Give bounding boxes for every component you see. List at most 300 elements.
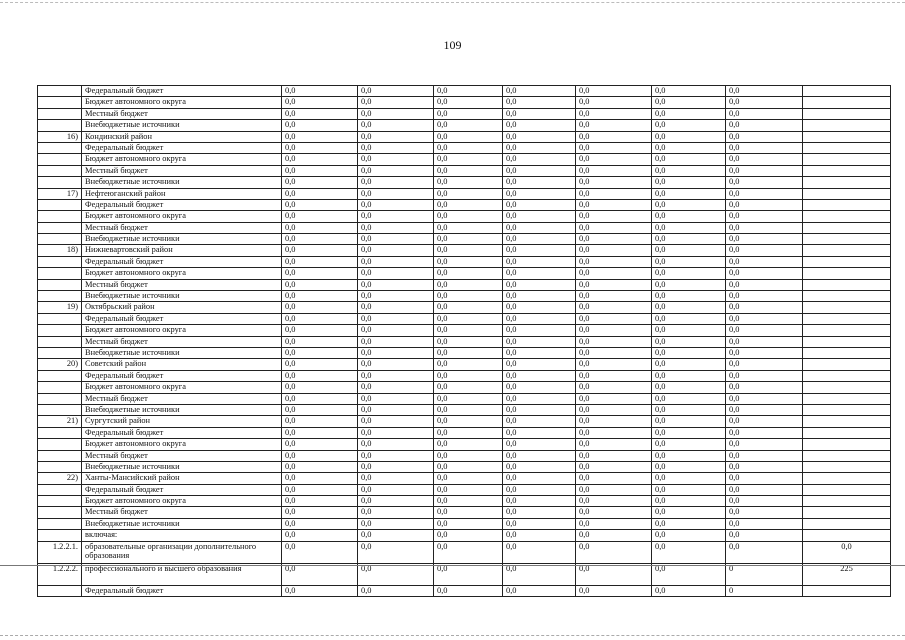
row-name-cell: Бюджет автономного округа: [82, 439, 282, 450]
row-name-cell: Федеральный бюджет: [82, 427, 282, 438]
value-cell: 0,0: [282, 530, 358, 541]
table-row: [38, 461, 891, 472]
row-code-cell: [38, 461, 82, 472]
value-cell: 0,0: [434, 222, 503, 233]
value-cell: 0,0: [652, 393, 726, 404]
row-name-cell: включая:: [82, 530, 282, 541]
value-cell: 0,0: [652, 120, 726, 131]
table-row: [38, 518, 891, 529]
value-cell: 0,0: [503, 404, 576, 415]
value-cell: 0,0: [358, 142, 434, 153]
value-cell: 0,0: [434, 313, 503, 324]
row-name-cell: Внебюджетные источники: [82, 404, 282, 415]
value-cell: 0,0: [576, 291, 652, 302]
table-row: [38, 256, 891, 267]
value-cell: 0,0: [434, 279, 503, 290]
extra-value-cell: [803, 245, 891, 256]
table-row: [38, 336, 891, 347]
value-cell: 0,0: [726, 336, 803, 347]
value-cell: 0,0: [434, 450, 503, 461]
table-row: [38, 165, 891, 176]
value-cell: 0,0: [434, 563, 503, 585]
value-cell: 0,0: [726, 416, 803, 427]
row-name-cell: Бюджет автономного округа: [82, 268, 282, 279]
table-row: [38, 234, 891, 245]
row-code-cell: 18): [38, 245, 82, 256]
value-cell: 0,0: [282, 97, 358, 108]
value-cell: 0,0: [726, 222, 803, 233]
value-cell: 0,0: [358, 347, 434, 358]
row-code-cell: [38, 393, 82, 404]
row-code-cell: [38, 177, 82, 188]
value-cell: 0,0: [652, 313, 726, 324]
row-name-cell: Местный бюджет: [82, 507, 282, 518]
value-cell: 0,0: [576, 256, 652, 267]
row-name-cell: Федеральный бюджет: [82, 313, 282, 324]
value-cell: 0,0: [726, 541, 803, 563]
value-cell: 0,0: [503, 325, 576, 336]
value-cell: 0,0: [358, 416, 434, 427]
value-cell: 0,0: [652, 518, 726, 529]
value-cell: 0,0: [282, 336, 358, 347]
row-name-cell: Федеральный бюджет: [82, 142, 282, 153]
table-row: [38, 268, 891, 279]
value-cell: 0,0: [726, 188, 803, 199]
row-code-cell: [38, 165, 82, 176]
budget-table-body: [38, 86, 891, 597]
value-cell: 0,0: [503, 86, 576, 97]
row-name-cell: Нижневартовский район: [82, 245, 282, 256]
value-cell: 0,0: [652, 461, 726, 472]
value-cell: 0,0: [503, 279, 576, 290]
row-name-cell: Местный бюджет: [82, 279, 282, 290]
row-code-cell: [38, 313, 82, 324]
value-cell: 0,0: [503, 507, 576, 518]
value-cell: 0,0: [434, 347, 503, 358]
value-cell: 0,0: [503, 518, 576, 529]
value-cell: 0,0: [282, 302, 358, 313]
row-code-cell: [38, 404, 82, 415]
value-cell: 0,0: [652, 473, 726, 484]
value-cell: 0,0: [358, 496, 434, 507]
value-cell: 0,0: [576, 177, 652, 188]
value-cell: 0,0: [282, 142, 358, 153]
value-cell: 0,0: [282, 416, 358, 427]
value-cell: 0,0: [576, 268, 652, 279]
row-name-cell: образовательные организации дополнительного образования: [82, 541, 282, 563]
value-cell: 0,0: [576, 245, 652, 256]
extra-value-cell: [803, 461, 891, 472]
row-name-cell: Сургутский район: [82, 416, 282, 427]
value-cell: 0,0: [434, 541, 503, 563]
value-cell: 0,0: [652, 199, 726, 210]
row-name-cell: Федеральный бюджет: [82, 484, 282, 495]
value-cell: 0,0: [503, 336, 576, 347]
value-cell: 0,0: [434, 359, 503, 370]
value-cell: 0,0: [576, 370, 652, 381]
value-cell: 0,0: [358, 473, 434, 484]
row-code-cell: [38, 507, 82, 518]
value-cell: 0,0: [576, 302, 652, 313]
table-row: [38, 473, 891, 484]
value-cell: 0,0: [282, 245, 358, 256]
extra-value-cell: 225: [803, 563, 891, 585]
value-cell: 0,0: [576, 427, 652, 438]
value-cell: 0,0: [434, 131, 503, 142]
value-cell: 0,0: [576, 336, 652, 347]
value-cell: 0,0: [576, 563, 652, 585]
extra-value-cell: [803, 256, 891, 267]
extra-value-cell: [803, 359, 891, 370]
value-cell: 0,0: [576, 507, 652, 518]
budget-table: [37, 85, 891, 597]
value-cell: 0,0: [726, 404, 803, 415]
value-cell: 0,0: [576, 496, 652, 507]
value-cell: 0,0: [576, 142, 652, 153]
value-cell: 0,0: [282, 507, 358, 518]
value-cell: 0,0: [726, 530, 803, 541]
table-row: [38, 131, 891, 142]
value-cell: 0,0: [726, 199, 803, 210]
row-code-cell: [38, 120, 82, 131]
row-code-cell: [38, 268, 82, 279]
value-cell: 0,0: [652, 439, 726, 450]
value-cell: 0,0: [503, 427, 576, 438]
row-code-cell: [38, 427, 82, 438]
value-cell: 0,0: [434, 484, 503, 495]
value-cell: 0,0: [282, 131, 358, 142]
value-cell: 0,0: [503, 97, 576, 108]
value-cell: 0,0: [576, 585, 652, 596]
row-code-cell: [38, 347, 82, 358]
extra-value-cell: [803, 507, 891, 518]
value-cell: 0,0: [282, 279, 358, 290]
value-cell: 0,0: [282, 222, 358, 233]
row-name-cell: Местный бюджет: [82, 336, 282, 347]
value-cell: 0,0: [358, 154, 434, 165]
value-cell: 0,0: [503, 439, 576, 450]
value-cell: 0,0: [282, 518, 358, 529]
value-cell: 0,0: [576, 97, 652, 108]
value-cell: 0,0: [434, 427, 503, 438]
value-cell: 0,0: [576, 382, 652, 393]
extra-value-cell: [803, 234, 891, 245]
value-cell: 0,0: [652, 131, 726, 142]
table-row: [38, 393, 891, 404]
value-cell: 0,0: [576, 439, 652, 450]
row-code-cell: [38, 256, 82, 267]
row-name-cell: Федеральный бюджет: [82, 86, 282, 97]
extra-value-cell: [803, 325, 891, 336]
value-cell: 0,0: [503, 450, 576, 461]
table-row: [38, 97, 891, 108]
value-cell: 0,0: [503, 461, 576, 472]
value-cell: 0,0: [576, 131, 652, 142]
value-cell: 0,0: [282, 165, 358, 176]
row-code-cell: [38, 370, 82, 381]
row-name-cell: Внебюджетные источники: [82, 291, 282, 302]
value-cell: 0,0: [652, 530, 726, 541]
value-cell: 0,0: [576, 393, 652, 404]
value-cell: 0,0: [434, 268, 503, 279]
row-code-cell: 1.2.2.1.: [38, 541, 82, 563]
value-cell: 0,0: [726, 245, 803, 256]
extra-value-cell: [803, 382, 891, 393]
table-row: [38, 245, 891, 256]
value-cell: 0,0: [726, 359, 803, 370]
row-name-cell: Местный бюджет: [82, 108, 282, 119]
value-cell: 0,0: [503, 222, 576, 233]
row-code-cell: 1.2.2.2.: [38, 563, 82, 585]
value-cell: 0,0: [576, 404, 652, 415]
row-code-cell: [38, 336, 82, 347]
row-code-cell: 21): [38, 416, 82, 427]
value-cell: 0,0: [358, 585, 434, 596]
value-cell: 0,0: [503, 313, 576, 324]
value-cell: 0,0: [576, 279, 652, 290]
extra-value-cell: [803, 496, 891, 507]
value-cell: 0,0: [282, 234, 358, 245]
value-cell: 0,0: [652, 97, 726, 108]
value-cell: 0,0: [358, 120, 434, 131]
value-cell: 0,0: [726, 131, 803, 142]
row-name-cell: Федеральный бюджет: [82, 256, 282, 267]
value-cell: 0,0: [358, 530, 434, 541]
value-cell: 0,0: [434, 585, 503, 596]
value-cell: 0,0: [726, 370, 803, 381]
value-cell: 0,0: [726, 461, 803, 472]
extra-value-cell: [803, 291, 891, 302]
value-cell: 0,0: [282, 461, 358, 472]
value-cell: 0,0: [652, 245, 726, 256]
value-cell: 0,0: [358, 325, 434, 336]
value-cell: 0,0: [358, 563, 434, 585]
value-cell: 0,0: [503, 496, 576, 507]
extra-value-cell: [803, 165, 891, 176]
value-cell: 0,0: [726, 382, 803, 393]
value-cell: 0,0: [726, 211, 803, 222]
extra-value-cell: [803, 313, 891, 324]
value-cell: 0,0: [434, 108, 503, 119]
value-cell: 0,0: [282, 382, 358, 393]
value-cell: 0,0: [434, 86, 503, 97]
row-code-cell: [38, 496, 82, 507]
value-cell: 0: [726, 585, 803, 596]
table-row: [38, 439, 891, 450]
row-code-cell: [38, 585, 82, 596]
row-code-cell: [38, 211, 82, 222]
value-cell: 0,0: [503, 563, 576, 585]
value-cell: 0,0: [576, 541, 652, 563]
value-cell: 0,0: [358, 188, 434, 199]
value-cell: 0,0: [726, 427, 803, 438]
table-row: [38, 108, 891, 119]
value-cell: 0,0: [282, 347, 358, 358]
row-code-cell: [38, 518, 82, 529]
table-row: [38, 188, 891, 199]
row-code-cell: 20): [38, 359, 82, 370]
extra-value-cell: [803, 268, 891, 279]
value-cell: 0,0: [503, 585, 576, 596]
value-cell: 0,0: [434, 245, 503, 256]
value-cell: 0,0: [726, 302, 803, 313]
value-cell: 0,0: [358, 382, 434, 393]
value-cell: 0,0: [282, 439, 358, 450]
value-cell: 0,0: [652, 347, 726, 358]
extra-value-cell: [803, 154, 891, 165]
extra-value-cell: [803, 302, 891, 313]
value-cell: 0,0: [652, 427, 726, 438]
extra-value-cell: [803, 211, 891, 222]
extra-value-cell: [803, 97, 891, 108]
value-cell: 0,0: [434, 439, 503, 450]
row-code-cell: [38, 439, 82, 450]
value-cell: 0,0: [358, 393, 434, 404]
value-cell: 0,0: [282, 291, 358, 302]
value-cell: 0,0: [434, 518, 503, 529]
value-cell: 0,0: [358, 461, 434, 472]
row-name-cell: Ханты-Мансийский район: [82, 473, 282, 484]
table-row: [38, 211, 891, 222]
value-cell: 0,0: [726, 507, 803, 518]
value-cell: 0,0: [434, 336, 503, 347]
value-cell: 0,0: [282, 473, 358, 484]
row-code-cell: [38, 291, 82, 302]
value-cell: 0,0: [282, 541, 358, 563]
value-cell: 0,0: [282, 563, 358, 585]
value-cell: 0,0: [282, 359, 358, 370]
value-cell: 0,0: [434, 507, 503, 518]
value-cell: 0,0: [434, 530, 503, 541]
extra-value-cell: [803, 370, 891, 381]
extra-value-cell: [803, 177, 891, 188]
value-cell: 0,0: [576, 484, 652, 495]
value-cell: 0,0: [358, 199, 434, 210]
value-cell: 0,0: [503, 245, 576, 256]
value-cell: 0,0: [652, 484, 726, 495]
extra-value-cell: [803, 222, 891, 233]
value-cell: 0,0: [282, 484, 358, 495]
value-cell: 0,0: [576, 154, 652, 165]
row-code-cell: [38, 382, 82, 393]
value-cell: 0,0: [726, 473, 803, 484]
value-cell: 0,0: [503, 154, 576, 165]
table-row: [38, 404, 891, 415]
value-cell: 0,0: [358, 245, 434, 256]
extra-value-cell: [803, 404, 891, 415]
extra-value-cell: [803, 86, 891, 97]
value-cell: 0,0: [576, 313, 652, 324]
table-row: [38, 496, 891, 507]
value-cell: 0,0: [434, 416, 503, 427]
table-row: [38, 416, 891, 427]
value-cell: 0,0: [503, 416, 576, 427]
table-row: [38, 86, 891, 97]
value-cell: 0,0: [726, 484, 803, 495]
value-cell: 0,0: [726, 165, 803, 176]
value-cell: 0: [726, 563, 803, 585]
value-cell: 0,0: [358, 370, 434, 381]
value-cell: 0,0: [652, 496, 726, 507]
value-cell: 0,0: [358, 302, 434, 313]
row-code-cell: [38, 450, 82, 461]
row-code-cell: [38, 279, 82, 290]
value-cell: 0,0: [503, 393, 576, 404]
value-cell: 0,0: [652, 256, 726, 267]
extra-value-cell: [803, 518, 891, 529]
table-row: [38, 347, 891, 358]
value-cell: 0,0: [434, 370, 503, 381]
value-cell: 0,0: [358, 313, 434, 324]
extra-value-cell: [803, 585, 891, 596]
table-row: [38, 563, 891, 585]
value-cell: 0,0: [434, 199, 503, 210]
value-cell: 0,0: [434, 234, 503, 245]
value-cell: 0,0: [652, 154, 726, 165]
value-cell: 0,0: [358, 336, 434, 347]
value-cell: 0,0: [282, 177, 358, 188]
value-cell: 0,0: [503, 541, 576, 563]
value-cell: 0,0: [358, 211, 434, 222]
value-cell: 0,0: [503, 530, 576, 541]
table-row: [38, 222, 891, 233]
value-cell: 0,0: [503, 142, 576, 153]
bottom-scan-rule: [0, 635, 905, 636]
value-cell: 0,0: [503, 370, 576, 381]
value-cell: 0,0: [358, 359, 434, 370]
extra-value-cell: [803, 120, 891, 131]
value-cell: 0,0: [282, 199, 358, 210]
value-cell: 0,0: [576, 86, 652, 97]
value-cell: 0,0: [652, 291, 726, 302]
value-cell: 0,0: [434, 120, 503, 131]
row-name-cell: Бюджет автономного округа: [82, 211, 282, 222]
value-cell: 0,0: [652, 279, 726, 290]
row-code-cell: [38, 142, 82, 153]
row-name-cell: Местный бюджет: [82, 393, 282, 404]
value-cell: 0,0: [503, 291, 576, 302]
extra-value-cell: [803, 473, 891, 484]
value-cell: 0,0: [358, 256, 434, 267]
value-cell: 0,0: [434, 165, 503, 176]
extra-value-cell: [803, 416, 891, 427]
row-name-cell: Внебюджетные источники: [82, 177, 282, 188]
value-cell: 0,0: [358, 268, 434, 279]
value-cell: 0,0: [726, 177, 803, 188]
value-cell: 0,0: [576, 211, 652, 222]
value-cell: 0,0: [652, 211, 726, 222]
table-row: [38, 484, 891, 495]
row-name-cell: Федеральный бюджет: [82, 199, 282, 210]
value-cell: 0,0: [652, 268, 726, 279]
row-name-cell: Бюджет автономного округа: [82, 382, 282, 393]
value-cell: 0,0: [652, 563, 726, 585]
value-cell: 0,0: [434, 188, 503, 199]
value-cell: 0,0: [358, 222, 434, 233]
table-row: [38, 142, 891, 153]
value-cell: 0,0: [726, 450, 803, 461]
value-cell: 0,0: [282, 108, 358, 119]
value-cell: 0,0: [576, 199, 652, 210]
extra-value-cell: 0,0: [803, 541, 891, 563]
value-cell: 0,0: [358, 131, 434, 142]
row-name-cell: Кондинский район: [82, 131, 282, 142]
value-cell: 0,0: [434, 177, 503, 188]
value-cell: 0,0: [503, 359, 576, 370]
value-cell: 0,0: [503, 177, 576, 188]
table-row: [38, 370, 891, 381]
table-row: [38, 120, 891, 131]
